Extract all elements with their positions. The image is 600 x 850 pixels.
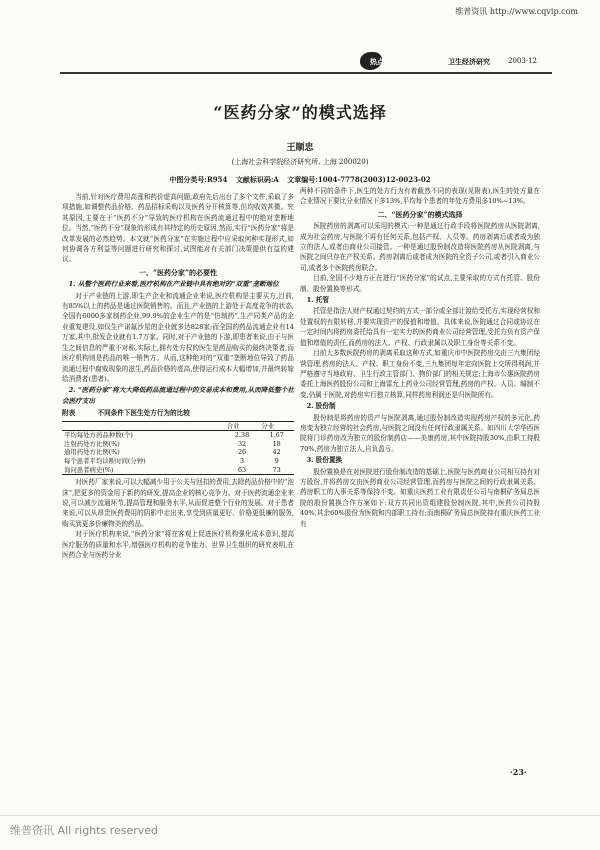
intro-paragraph: 当前,针对医疗费用高涨和药价虚高问题,政府先后出台了多个文件,采取了多项措施,如调整药品价格、药品招标采购以及医药分开核算等,但均收效甚微。究其原因,主要在于“医药不分”导致的医疗机构在医药流通过程中的绝对垄断地位。当然,“医药不分”现象的形成有其特定的历史原因,然而,实行“医药分家”将是改革发展的必然趋势。本文就“医药分家”在实施过程中应采取何种实现形式,如何协调各方利益等问题进行研究和探讨,试图能对有关部门决策提供有益的建议。 [62, 193, 294, 264]
article-author: 王顺忠 [286, 143, 314, 153]
table-cell: 32 [237, 439, 247, 448]
table-cell: 63 [225, 466, 260, 475]
body-paragraph: 目前,全国不少地方正在进行“医药分家”的试点,主要采取的方式有托管、股份制、股份置换等形式。 [300, 274, 540, 293]
body-paragraph: 目前大多数医院药房的剥离采取这种方式,如重庆市中医院药房交由三九集团经营管理,药房的法人、产权、职工身份不变,三九集团每年定向医院上交所得利润,并严格遵守当地政府、卫生行政主管部门、物价部门的相关规定;上海市公惠医院药房委托上海医药股份公司和上海雷允上药业公司经营管理,药房的产权、人员、编制不变,仍属于医院,对药房实行独立核算,同样药房利润还是归医院所有。 [300, 349, 540, 399]
table-cell: 2.38 [234, 431, 250, 440]
running-head [360, 56, 550, 70]
table-cell: 注射药处方比例(%) [64, 439, 120, 448]
document-code: 文献标识码:A [235, 175, 279, 184]
running-head-journal: 卫生经济研究 [448, 57, 490, 66]
body-paragraph: 两种不同的条件下,医生的处方行为有着截然不同的表现(见附表),医生的处方量在合业情况下要比分业情况下多13%,平均每个患者的年处方费用多10%~13%。 [300, 187, 540, 206]
right-column [300, 186, 540, 529]
running-head-section: 热点 [370, 57, 384, 66]
footer-divider [0, 815, 600, 816]
classification-line [0, 175, 600, 185]
author-affiliation: (上海社会科学院经济研究所, 上海 200020) [231, 158, 369, 166]
article-title: “医药分家”的模式选择 [213, 103, 387, 122]
body-paragraph: 托管是指法人财产权通过契约的方式一部分或全部让渡给受托方,实现经营权和处置权的有限转移,并要实现资产的保值和增值。具体来说,医院通过合同或协议在一定时间内将药房委托给具有一定实力的医药商业公司经营管理,受托方负有资产保值和增值的责任,而药房的法人、产权、行政隶属以及职工身份等关系不变。 [300, 307, 540, 347]
subsection-heading: 3. 股份置换 [306, 456, 343, 465]
body-paragraph: 对于医疗机构来说,“医药分家”将在客观上促进医疗机构强化成本意识,提高医疗服务的质量和水平,增强医疗机构的竞争能力。世界卫生组织的研究表明,在医药合业与医药分业 [62, 530, 294, 559]
table-title: 不同条件下医生处方行为的比较 [97, 409, 190, 418]
table-cell: 9 [274, 456, 279, 465]
running-head-issue: 2003·12 [508, 57, 537, 65]
body-paragraph: 医院药房的剥离可以采用的模式:一种是通过行政手段将医院药房从医院剥离,成为社会药房,与医院不再有任何关系,包括产权、人员等。药房剥离后或者成为独立的法人,或者由商业公司接管。一种是通过股份制改造将医院药房从医院剥离,与医院之间只存在产权关系。药房剥离后或者成为医院的全资子公司,或者引入商业公司,或者多个医院药房联合。 [300, 222, 540, 272]
table [62, 421, 294, 476]
table-header [62, 421, 225, 431]
body-paragraph: 对医药厂家来说,可以大幅减少用于公关与回扣的费用,去除药品价格中的“泡沫”,把更多的资金用于新药的研发,提高企业的核心竞争力。对于医药流通企业来说,可以减少流通环节,提高管理和服务水平,从而促进整个行业的发展。对于患者来说,可以从昂贵医药费用的阴影中走出来,享受到质量更好、价格更低廉的服务,购买到更多价廉物美的药品。 [62, 478, 294, 528]
left-column [62, 192, 294, 560]
table-row [62, 431, 294, 440]
table-cell: 73 [259, 466, 294, 475]
table-row [62, 466, 294, 475]
subsection-heading: 2. “医药分家”将大大降低药品流通过程中的交易成本和费用,从而降低整个社会医疗支出 [62, 386, 294, 405]
page-number: ·23· [510, 767, 527, 777]
copyright-footer: 维普资讯 All rights reserved [10, 824, 159, 837]
header-rule [60, 72, 552, 74]
subsection-heading: 2. 股份制 [306, 402, 336, 411]
body-paragraph: 股份置换是在对医院进行股份制改造的基础上,医院与医药商业公司相互持有对方股份,并将药房交由医药商业公司经营管理,而药房与医院之间的行政隶属关系、药房职工的人事关系等保持不变。如重庆医药工业有限责任公司与南桐矿务局总医院的股份置换合作方案如下:双方共同出资组建股份制医院,其中,医药公司持股40%,其余60%股份为医院和内部职工持有;而南桐矿务局总医院持有重庆医药工业有 [300, 467, 540, 528]
subsection-heading: 1. 从整个医药行业来看,医疗机构在产业链中具有绝对的“双重”垄断地位 [68, 280, 279, 289]
section-heading: 一、“医药分家”的必要性 [138, 267, 218, 277]
table-cell: 平均每处方药品种数(个) [64, 431, 133, 440]
table-cell: 1.67 [269, 431, 284, 440]
table-header: 分业 [259, 421, 294, 431]
table-row [62, 457, 294, 466]
table-cell: 26 [237, 448, 247, 457]
subsection-heading: 1. 托管 [306, 296, 329, 305]
article-number: 文章编号:1004-7778(2003)12-0023-02 [287, 175, 431, 184]
comparison-table [62, 408, 294, 475]
table-cell: 询问患者病史(%) [62, 466, 225, 475]
body-paragraph: 股份制是将药房的资产与医院剥离,通过股份制改造实现药房产权的多元化,药房变为独立经营的社会药房,与医院之间没有任何行政隶属关系。如四川大学华西医院将门诊药房改为独立的股份制药店——美康药房,其中医院持股30%,由职工持股70%,药房为独立法人,自负盈亏。 [300, 413, 540, 453]
table-header: 合业 [225, 421, 260, 431]
table-cell: 通用药处方比例(%) [64, 448, 120, 457]
table-cell: 42 [272, 448, 281, 457]
table-row [62, 448, 294, 457]
table-cell: 3 [240, 456, 245, 465]
table-caption [62, 408, 294, 418]
table-cell: 18 [272, 439, 281, 448]
clc-number: 中图分类号:R954 [169, 175, 228, 184]
table-tag: 附表 [62, 409, 76, 418]
table-cell: 每个患者平均诊断时间(分钟) [64, 456, 146, 465]
section-heading: 二、“医药分家”的模式选择 [377, 209, 463, 219]
body-paragraph: 对于产业链的上游,即生产企业和流通企业来说,医疗机构是主要买方,目前,有85%以上的药品是通过医院销售的。而且,产业链的上游处于高度竞争的状态,全国有6000多家制药企业,99.9%的企业生产的是“仿制药”,生产同类产品的企业重复建设,如仅生产诺氟沙星的企业就多达828家;而全国的药品流通企业有14万家,其中,批发企业就有1.7万家。同时,对于产业链的下游,即患者来说,由于与医生之间信息的严重不对称,实际上,拥有处方权的医生是药品购买的最终决策者,而医疗机构则是药品的唯一销售方。从而,这种绝对的“双重”垄断地位导致了药品流通过程中腐败现象的滋生,药品价格的虚高,使得运行成本大幅增加,并最终转嫁给消费者(患者)。 [62, 291, 294, 383]
site-header[interactable]: 维普资讯 http://www.cqvip.com [455, 7, 578, 16]
